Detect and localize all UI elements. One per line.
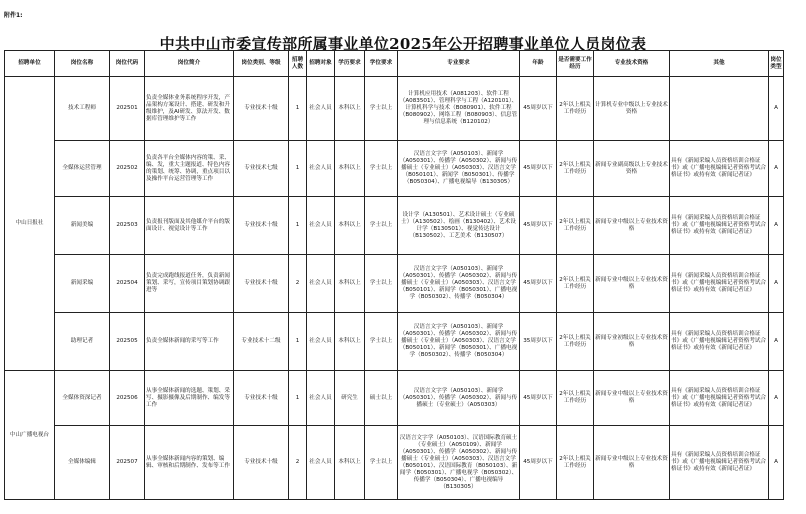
post-target: 社会人员 — [307, 141, 335, 197]
post-qual: 计算机专业中级以上专业技术资格 — [594, 77, 670, 141]
post-desc: 从事全媒体新闻的选题、策划、采写、摄影摄像及后期制作、编发等工作 — [145, 371, 234, 426]
post-edu: 本科以上 — [335, 255, 365, 313]
post-code: 202507 — [110, 426, 145, 500]
table-row — [5, 426, 784, 500]
post-num: 1 — [289, 141, 307, 197]
attachment-label: 附件1: — [4, 12, 23, 19]
post-num: 1 — [289, 371, 307, 426]
post-major: 汉语言文字学（A050103）、新闻学（A050301）、传播学（A050302）、新闻与传播硕士（专业硕士）（A050303）、汉语言文学（B050101）、新闻学（B050301）、传播学（B050304）、广播电视编导（B130305） — [398, 141, 520, 197]
post-type: A — [769, 313, 784, 371]
table-row — [5, 255, 784, 313]
post-type: A — [769, 141, 784, 197]
post-other: 具有《新闻采编人员资格培训合格证书》或《广播电视编辑记者资格考试合格证书》或持有效《新闻记者证》 — [670, 141, 769, 197]
post-desc: 负责全媒体新闻的采写等工作 — [145, 313, 234, 371]
post-num: 2 — [289, 255, 307, 313]
post-code: 202503 — [110, 197, 145, 255]
post-age: 45周岁以下 — [520, 255, 557, 313]
post-age: 45周岁以下 — [520, 197, 557, 255]
header-cell: 学位要求 — [365, 51, 398, 77]
post-other: 具有《新闻采编人员资格培训合格证书》或《广播电视编辑记者资格考试合格证书》或持有效《新闻记者证》 — [670, 197, 769, 255]
post-desc: 负责各平台全媒体内容的策、采、编、发，重大主题报道、特色内容的策划、统筹、协调，重点项目以及操作平台运营管理等工作 — [145, 141, 234, 197]
post-level: 专业技术十级 — [234, 255, 289, 313]
post-exp: 2年以上相关工作经历 — [557, 197, 594, 255]
header-cell: 招聘单位 — [5, 51, 55, 77]
post-edu: 本科以上 — [335, 426, 365, 500]
post-num: 1 — [289, 197, 307, 255]
post-type: A — [769, 197, 784, 255]
post-level: 专业技术十级 — [234, 77, 289, 141]
post-other: 具有《新闻采编人员资格培训合格证书》或《广播电视编辑记者资格考试合格证书》或持有效《新闻记者证》 — [670, 313, 769, 371]
header-cell: 学历要求 — [335, 51, 365, 77]
header-cell: 招聘对象 — [307, 51, 335, 77]
post-type: A — [769, 77, 784, 141]
post-name: 全媒体运营管理 — [55, 141, 110, 197]
post-num: 2 — [289, 426, 307, 500]
post-code: 202501 — [110, 77, 145, 141]
post-major: 汉语言文字学（A050103）、新闻学（A050301）、传播学（A050302）、新闻与传播硕士（专业硕士）（A050303） — [398, 371, 520, 426]
post-name: 全媒体编辑 — [55, 426, 110, 500]
post-type: A — [769, 426, 784, 500]
post-edu: 本科以上 — [335, 141, 365, 197]
unit-cell: 中山日报社 — [5, 77, 55, 371]
post-exp: 2年以上相关工作经历 — [557, 371, 594, 426]
header-row — [5, 51, 784, 77]
post-level: 专业技术十二级 — [234, 313, 289, 371]
post-num: 1 — [289, 77, 307, 141]
post-qual: 新闻专业中级以上专业技术资格 — [594, 255, 670, 313]
table-row — [5, 77, 784, 141]
post-age: 35周岁以下 — [520, 313, 557, 371]
post-desc: 从事全媒体新闻内容的策划、编辑、审核和后期制作、发布等工作 — [145, 426, 234, 500]
positions-table — [4, 50, 784, 500]
post-target: 社会人员 — [307, 426, 335, 500]
post-other — [670, 77, 769, 141]
post-age: 45周岁以下 — [520, 77, 557, 141]
post-age: 45周岁以下 — [520, 371, 557, 426]
post-degree: 硕士以上 — [365, 371, 398, 426]
post-num: 1 — [289, 313, 307, 371]
table-row — [5, 141, 784, 197]
table-row — [5, 371, 784, 426]
table-row — [5, 313, 784, 371]
post-target: 社会人员 — [307, 313, 335, 371]
post-exp: 2年以上相关工作经历 — [557, 426, 594, 500]
post-qual: 新闻专业中级以上专业技术资格 — [594, 371, 670, 426]
page-title: 中共中山市委宣传部所属事业单位2025年公开招聘事业单位人员岗位表 — [159, 35, 647, 53]
post-code: 202502 — [110, 141, 145, 197]
post-level: 专业技术七级 — [234, 141, 289, 197]
post-exp: 2年以上相关工作经历 — [557, 141, 594, 197]
header-cell: 专业要求 — [398, 51, 520, 77]
table-row — [5, 197, 784, 255]
header-cell: 年龄 — [520, 51, 557, 77]
header-cell: 招聘人数 — [289, 51, 307, 77]
post-desc: 负责全媒体业务系统程序开发，产品架构方案设计、搭建、研发和升级维护，及AI研发、算法开发、数据库管理维护等工作 — [145, 77, 234, 141]
header-cell: 岗位类型 — [769, 51, 784, 77]
post-major: 汉语言文字学（A050103）、汉语国际教育硕士（专业硕士）（A050109）、新闻学（A050301）、传播学（A050302）、新闻与传播硕士（专业硕士）（A050303）、汉语言文学（B050101）、汉语国际教育（B050103）、新闻学（B050301）、广播电视学（B050302）、传播学（B050304）、广播电视编导（B130305） — [398, 426, 520, 500]
post-type: A — [769, 255, 784, 313]
post-qual: 新闻专业中级以上专业技术资格 — [594, 197, 670, 255]
header-cell: 岗位类别、等级 — [234, 51, 289, 77]
post-name: 新闻采编 — [55, 255, 110, 313]
post-degree: 学士以上 — [365, 426, 398, 500]
header-cell: 岗位代码 — [110, 51, 145, 77]
header-cell: 是否需要工作经历 — [557, 51, 594, 77]
header-cell: 岗位名称 — [55, 51, 110, 77]
post-major: 汉语言文字学（A050103）、新闻学（A050301）、传播学（A050302）、新闻与传播硕士（专业硕士）（A050303）、汉语言文学（B050101）、新闻学（B050301）、广播电视学（B050302）、传播学（B050304） — [398, 313, 520, 371]
post-desc: 负责报刊版面及其他媒介平台的版面设计、视觉设计等工作 — [145, 197, 234, 255]
post-level: 专业技术十级 — [234, 426, 289, 500]
post-level: 专业技术十级 — [234, 197, 289, 255]
post-code: 202506 — [110, 371, 145, 426]
post-qual: 新闻专业副高级以上专业技术资格 — [594, 141, 670, 197]
post-edu: 本科以上 — [335, 197, 365, 255]
post-degree: 学士以上 — [365, 141, 398, 197]
header-cell: 其他 — [670, 51, 769, 77]
post-code: 202505 — [110, 313, 145, 371]
header-cell: 专业技术资格 — [594, 51, 670, 77]
post-type: A — [769, 371, 784, 426]
post-edu: 本科以上 — [335, 313, 365, 371]
post-name: 新闻美编 — [55, 197, 110, 255]
post-edu: 本科以上 — [335, 77, 365, 141]
post-exp: 2年以上相关工作经历 — [557, 255, 594, 313]
post-major: 计算机应用技术（A081203）、软件工程（A083501）、管理科学与工程（A120101）、计算机科学与技术（B080901）、软件工程（B080902）、网络工程（B080903）、信息管理与信息系统（B120102） — [398, 77, 520, 141]
unit-cell: 中山广播电视台 — [5, 371, 55, 500]
post-degree: 学士以上 — [365, 255, 398, 313]
post-desc: 负责完成跑线报道任务，负责新闻策划、采写，宣传项目策划协调跟进等 — [145, 255, 234, 313]
post-other: 具有《新闻采编人员资格培训合格证书》或《广播电视编辑记者资格考试合格证书》或持有效《新闻记者证》 — [670, 371, 769, 426]
post-age: 45周岁以下 — [520, 141, 557, 197]
post-age: 45周岁以下 — [520, 426, 557, 500]
post-other: 具有《新闻采编人员资格培训合格证书》或《广播电视编辑记者资格考试合格证书》或持有效《新闻记者证》 — [670, 426, 769, 500]
post-target: 社会人员 — [307, 371, 335, 426]
post-name: 全媒体资深记者 — [55, 371, 110, 426]
post-code: 202504 — [110, 255, 145, 313]
post-major: 汉语言文字学（A050103）、新闻学（A050301）、传播学（A050302）、新闻与传播硕士（专业硕士）（A050303）、汉语言文学（B050101）、新闻学（B050301）、广播电视学（B050302）、传播学（B050304） — [398, 255, 520, 313]
header-cell: 岗位简介 — [145, 51, 234, 77]
post-exp: 2年以上相关工作经历 — [557, 77, 594, 141]
post-qual: 新闻专业初级以上专业技术资格 — [594, 313, 670, 371]
post-major: 设计学（A130501）、艺术设计硕士（专业硕士）（A130502）、绘画（B130402）、艺术设计学（B130501）、视觉传达设计（B130502）、工艺美术（B130507） — [398, 197, 520, 255]
post-edu: 研究生 — [335, 371, 365, 426]
post-name: 技术工程师 — [55, 77, 110, 141]
post-level: 专业技术十级 — [234, 371, 289, 426]
post-exp: 2年以上相关工作经历 — [557, 313, 594, 371]
post-target: 社会人员 — [307, 197, 335, 255]
post-target: 社会人员 — [307, 77, 335, 141]
post-degree: 学士以上 — [365, 197, 398, 255]
post-degree: 学士以上 — [365, 313, 398, 371]
post-degree: 学士以上 — [365, 77, 398, 141]
post-name: 助理记者 — [55, 313, 110, 371]
post-target: 社会人员 — [307, 255, 335, 313]
post-other: 具有《新闻采编人员资格培训合格证书》或《广播电视编辑记者资格考试合格证书》或持有效《新闻记者证》 — [670, 255, 769, 313]
post-qual: 新闻专业中级以上专业技术资格 — [594, 426, 670, 500]
